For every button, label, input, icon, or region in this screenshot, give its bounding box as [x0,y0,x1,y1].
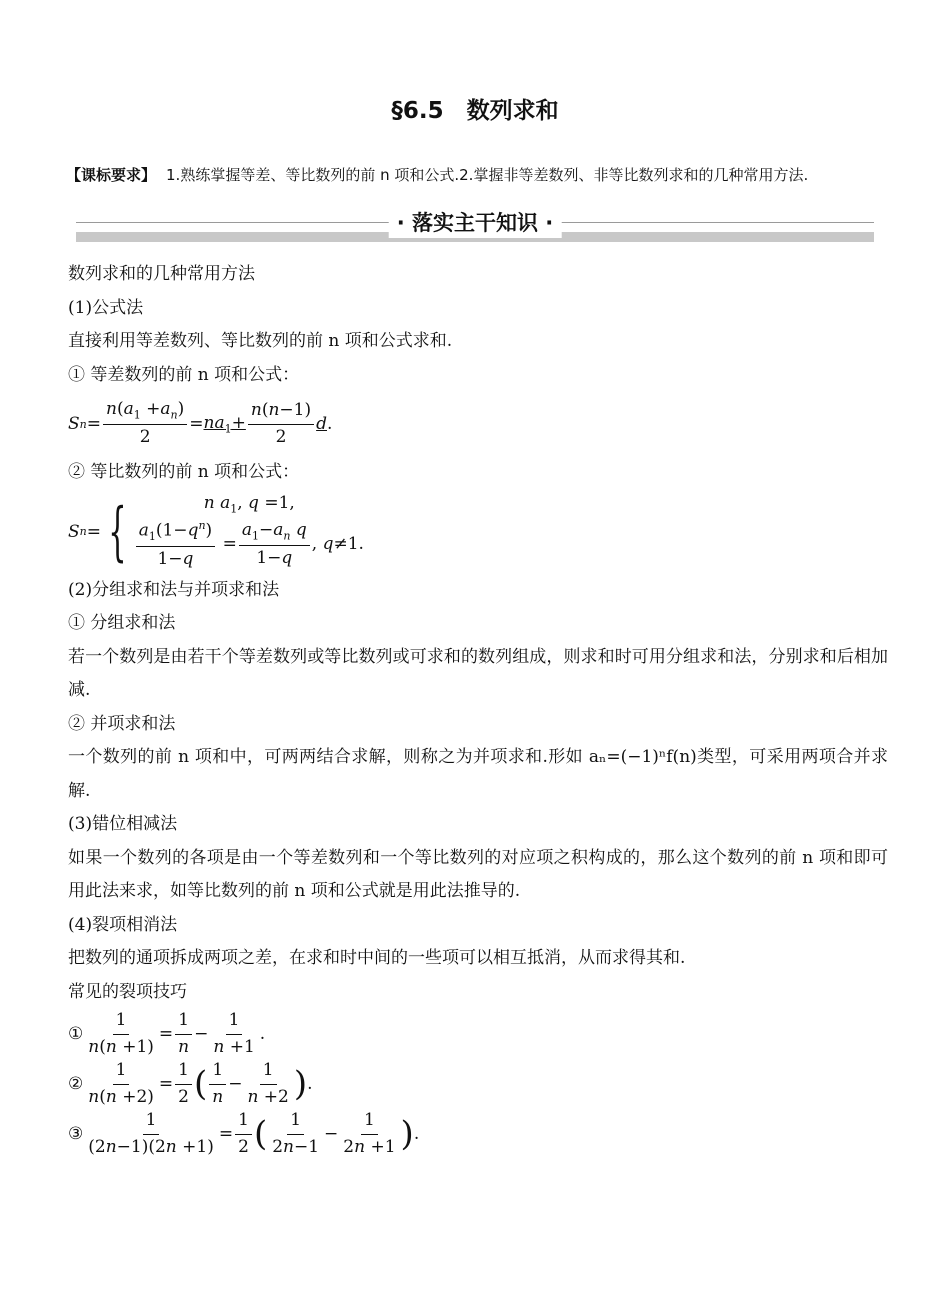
geometric-sum-formula: S n = { n $a_1$, q =1, $\frac{a_1(1-q^n)}{1-q}$ = $\frac{a_1-a_n q}{1-q}$ , q≠1. [68,492,364,569]
section-heading-formula: (1)公式法 [68,297,144,318]
course-requirements [66,164,906,185]
telescoping-method-text: 把数列的通项拆成两项之差，在求和时中间的一些项可以相互抵消，从而求得其和. [68,948,686,968]
pairing-method-label: ② 并项求和法 [68,713,176,734]
telescoping-formula-2: ② $\frac{1}{n(n +2)}$ = $\frac{1}{2}$ ( $\frac{1}{n}$ − $\frac{1}{n +2}$ ) . [68,1060,313,1107]
telescoping-tips-label: 常见的裂项技巧 [68,981,187,1002]
section-heading-grouping: (2)分组求和法与并项求和法 [68,579,280,600]
section-heading-dislocation: (3)错位相减法 [68,814,178,834]
geometric-sum-label: ② 等比数列的前 n 项和公式： [68,462,300,482]
main-content [68,258,888,1159]
grouping-method-text: 若一个数列是由若干个等差数列或等比数列或可求和的数列组成，则求和时可用分组求和法，分别求和后相加减. [68,646,888,700]
requirements-text: 1.熟练掌握等差、等比数列的前 n 项和公式.2.掌握非等差数列、非等比数列求和的几种常用方法. [166,166,809,184]
telescoping-formula-3: ③ $\frac{1}{(2n-1)(2n +1)}$ = $\frac{1}{2}$ ( $\frac{1}{2n-1}$ − $\frac{1}{2n +1}$ ) . [68,1110,420,1157]
arithmetic-sum-label: ① 等差数列的前 n 项和公式： [68,364,300,385]
telescoping-formula-1: ① $\frac{1}{n(n +1)}$ = $\frac{1}{n}$ − $\frac{1}{n +1}$ . [68,1010,266,1057]
requirements-label: 【课标要求】 [66,166,157,184]
section-heading-telescoping: (4)裂项相消法 [68,914,178,935]
arithmetic-sum-formula: S n = $\frac{n(a_1 +a_n)}{2}$ = $na_1+$ $\frac{n(n-1)}{2}$ d . [68,399,333,448]
banner-title: · 落实主干知识 · [389,208,562,238]
dislocation-method-text: 如果一个数列的各项是由一个等差数列和一个等比数列的对应项之积构成的，那么这个数列的前 n 项和即可用此法来求，如等比数列的前 n 项和公式就是用此法推导的. [68,847,888,901]
intro-text: 数列求和的几种常用方法 [68,264,255,284]
formula-method-text: 直接利用等差数列、等比数列的前 n 项和公式求和. [68,331,453,351]
pairing-method-text: 一个数列的前 n 项和中，可两两结合求解，则称之为并项求和.形如 aₙ=(−1)ⁿf(n)类型，可采用两项合并求解. [68,747,888,801]
section-banner [76,208,874,244]
grouping-method-label: ① 分组求和法 [68,613,176,633]
page-title: §6.5 数列求和 [391,98,559,124]
